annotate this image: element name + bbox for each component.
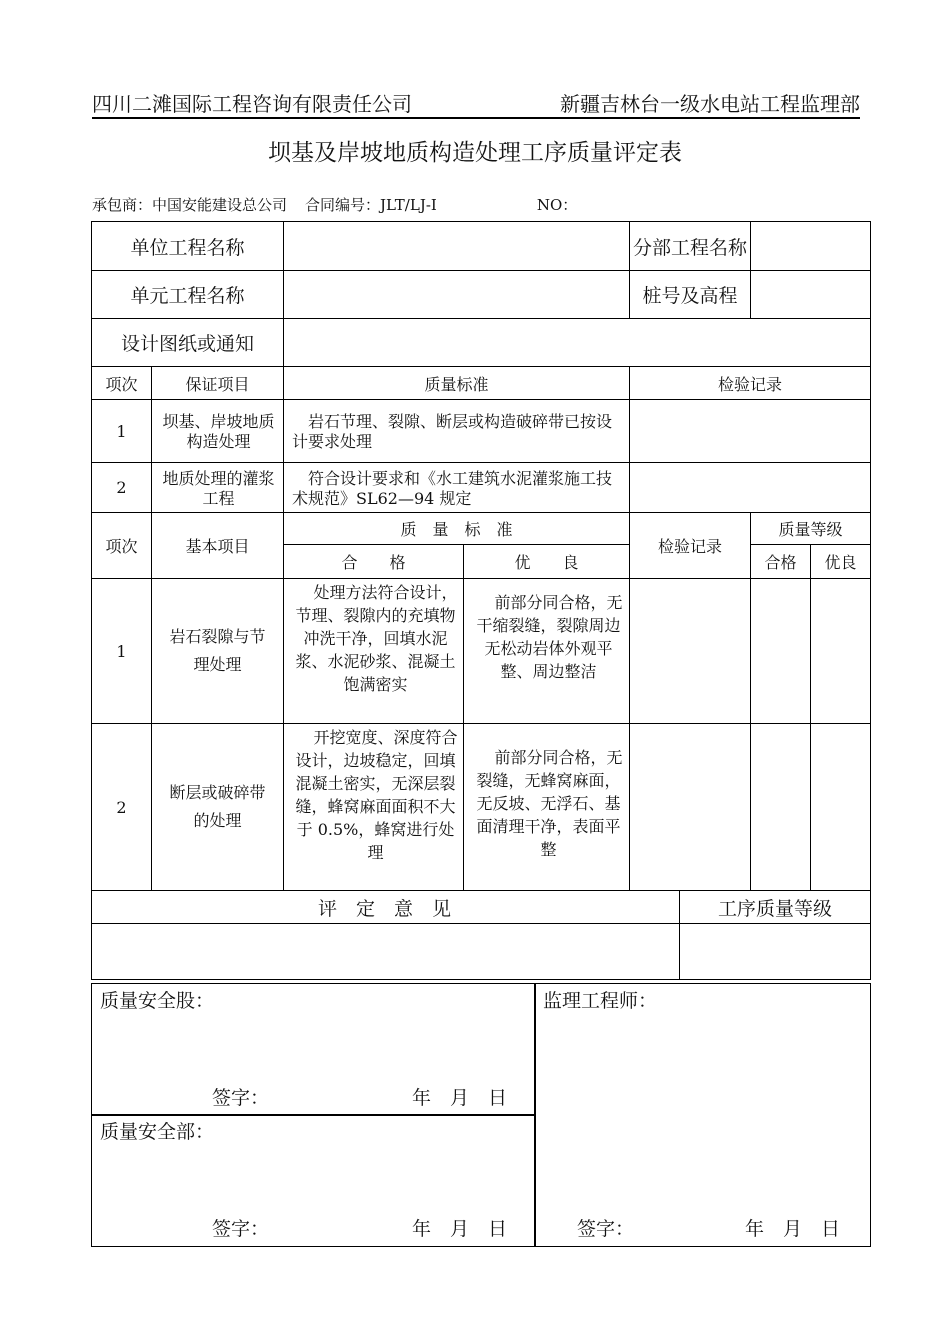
guarantee-record[interactable]: [630, 463, 871, 513]
grade-good-cell[interactable]: [811, 579, 871, 724]
grade-good-header: 优良: [811, 545, 871, 579]
serial-no-label: NO：: [536, 196, 578, 214]
engineer-label: 监理工程师：: [543, 990, 658, 1012]
element-project-label: 单元工程名称: [92, 271, 284, 319]
basic-no-header: 项次: [92, 513, 152, 579]
header-rule: [92, 117, 860, 119]
guarantee-row: [92, 463, 871, 513]
engineer-date: 年 月 日: [745, 1218, 841, 1240]
engineer-sign-label: 签字：: [577, 1218, 635, 1240]
contractor-value: 中国安能建设总公司: [152, 196, 288, 214]
guarantee-standard: 岩石节理、裂隙、断层或构造破碎带已按设计要求处理: [284, 400, 630, 463]
engineer-box[interactable]: [534, 983, 871, 1247]
pass-standard: 处理方法符合设计，节理、裂隙内的充填物冲洗干净，回填水泥浆、水泥砂浆、混凝土饱满密实: [284, 579, 464, 724]
grade-pass-cell[interactable]: [751, 579, 811, 724]
good-standard: 前部分同合格，无裂缝，无蜂窝麻面，无反坡、无浮石、基面清理干净，表面平整: [464, 724, 630, 891]
opinion-header: 评 定 意 见: [92, 891, 680, 924]
unit-project-value[interactable]: [284, 222, 630, 271]
basic-row: [92, 724, 871, 891]
station-label: 桩号及高程: [630, 271, 751, 319]
department-name: 新疆吉林台一级水电站工程监理部: [560, 92, 860, 116]
contract-info: [92, 194, 577, 215]
row-no: 2: [92, 724, 152, 891]
process-grade-header: 工序质量等级: [680, 891, 871, 924]
basic-item: 岩石裂隙与节理处理: [152, 579, 284, 724]
good-standard-header: 优 良: [464, 545, 630, 579]
grade-header: 质量等级: [751, 513, 871, 545]
opinion-value[interactable]: [92, 924, 680, 980]
evaluation-table: [91, 221, 871, 980]
guarantee-no-header: 项次: [92, 367, 152, 400]
contractor-label: 承包商：: [92, 196, 153, 214]
contract-no-value: JLT/LJ-I: [380, 196, 437, 214]
contract-no-label: 合同编号：: [305, 196, 381, 214]
grade-pass-header: 合格: [751, 545, 811, 579]
sub-project-label: 分部工程名称: [630, 222, 751, 271]
guarantee-item-header: 保证项目: [152, 367, 284, 400]
grade-good-cell[interactable]: [811, 724, 871, 891]
pass-standard: 开挖宽度、深度符合设计，边坡稳定，回填混凝土密实，无深层裂缝，蜂窝麻面面积不大于 0.5%，蜂窝进行处理: [284, 724, 464, 891]
pass-standard-header: 合 格: [284, 545, 464, 579]
guarantee-item: 地质处理的灌浆工程: [152, 463, 284, 513]
company-name: 四川二滩国际工程咨询有限责任公司: [92, 92, 412, 116]
letterhead: [92, 88, 860, 117]
qa-department-label: 质量安全部：: [100, 1121, 215, 1143]
basic-record[interactable]: [630, 579, 751, 724]
station-value[interactable]: [751, 271, 871, 319]
unit-project-label: 单位工程名称: [92, 222, 284, 271]
grade-pass-cell[interactable]: [751, 724, 811, 891]
basic-row: [92, 579, 871, 724]
basic-standard-header: 质 量 标 准: [284, 513, 630, 545]
design-value[interactable]: [284, 319, 871, 367]
row-no: 1: [92, 579, 152, 724]
qa-department-date: 年 月 日: [412, 1218, 508, 1240]
guarantee-standard-header: 质量标准: [284, 367, 630, 400]
row-no: 2: [92, 463, 152, 513]
guarantee-record-header: 检验记录: [630, 367, 871, 400]
qa-section-label: 质量安全股：: [100, 990, 215, 1012]
qa-department-sign-label: 签字：: [212, 1218, 270, 1240]
basic-record-header: 检验记录: [630, 513, 751, 579]
sub-project-value[interactable]: [751, 222, 871, 271]
guarantee-row: [92, 400, 871, 463]
qa-section-sign-label: 签字：: [212, 1087, 270, 1109]
basic-item-header: 基本项目: [152, 513, 284, 579]
row-no: 1: [92, 400, 152, 463]
guarantee-record[interactable]: [630, 400, 871, 463]
guarantee-standard: 符合设计要求和《水工建筑水泥灌浆施工技术规范》SL62—94 规定: [284, 463, 630, 513]
process-grade-value[interactable]: [680, 924, 871, 980]
qa-section-date: 年 月 日: [412, 1087, 508, 1109]
basic-item: 断层或破碎带的处理: [152, 724, 284, 891]
basic-record[interactable]: [630, 724, 751, 891]
good-standard: 前部分同合格，无干缩裂缝，裂隙周边无松动岩体外观平整、周边整洁: [464, 579, 630, 724]
guarantee-item: 坝基、岸坡地质构造处理: [152, 400, 284, 463]
design-label: 设计图纸或通知: [92, 319, 284, 367]
element-project-value[interactable]: [284, 271, 630, 319]
document-title: 坝基及岸坡地质构造处理工序质量评定表: [268, 140, 682, 166]
